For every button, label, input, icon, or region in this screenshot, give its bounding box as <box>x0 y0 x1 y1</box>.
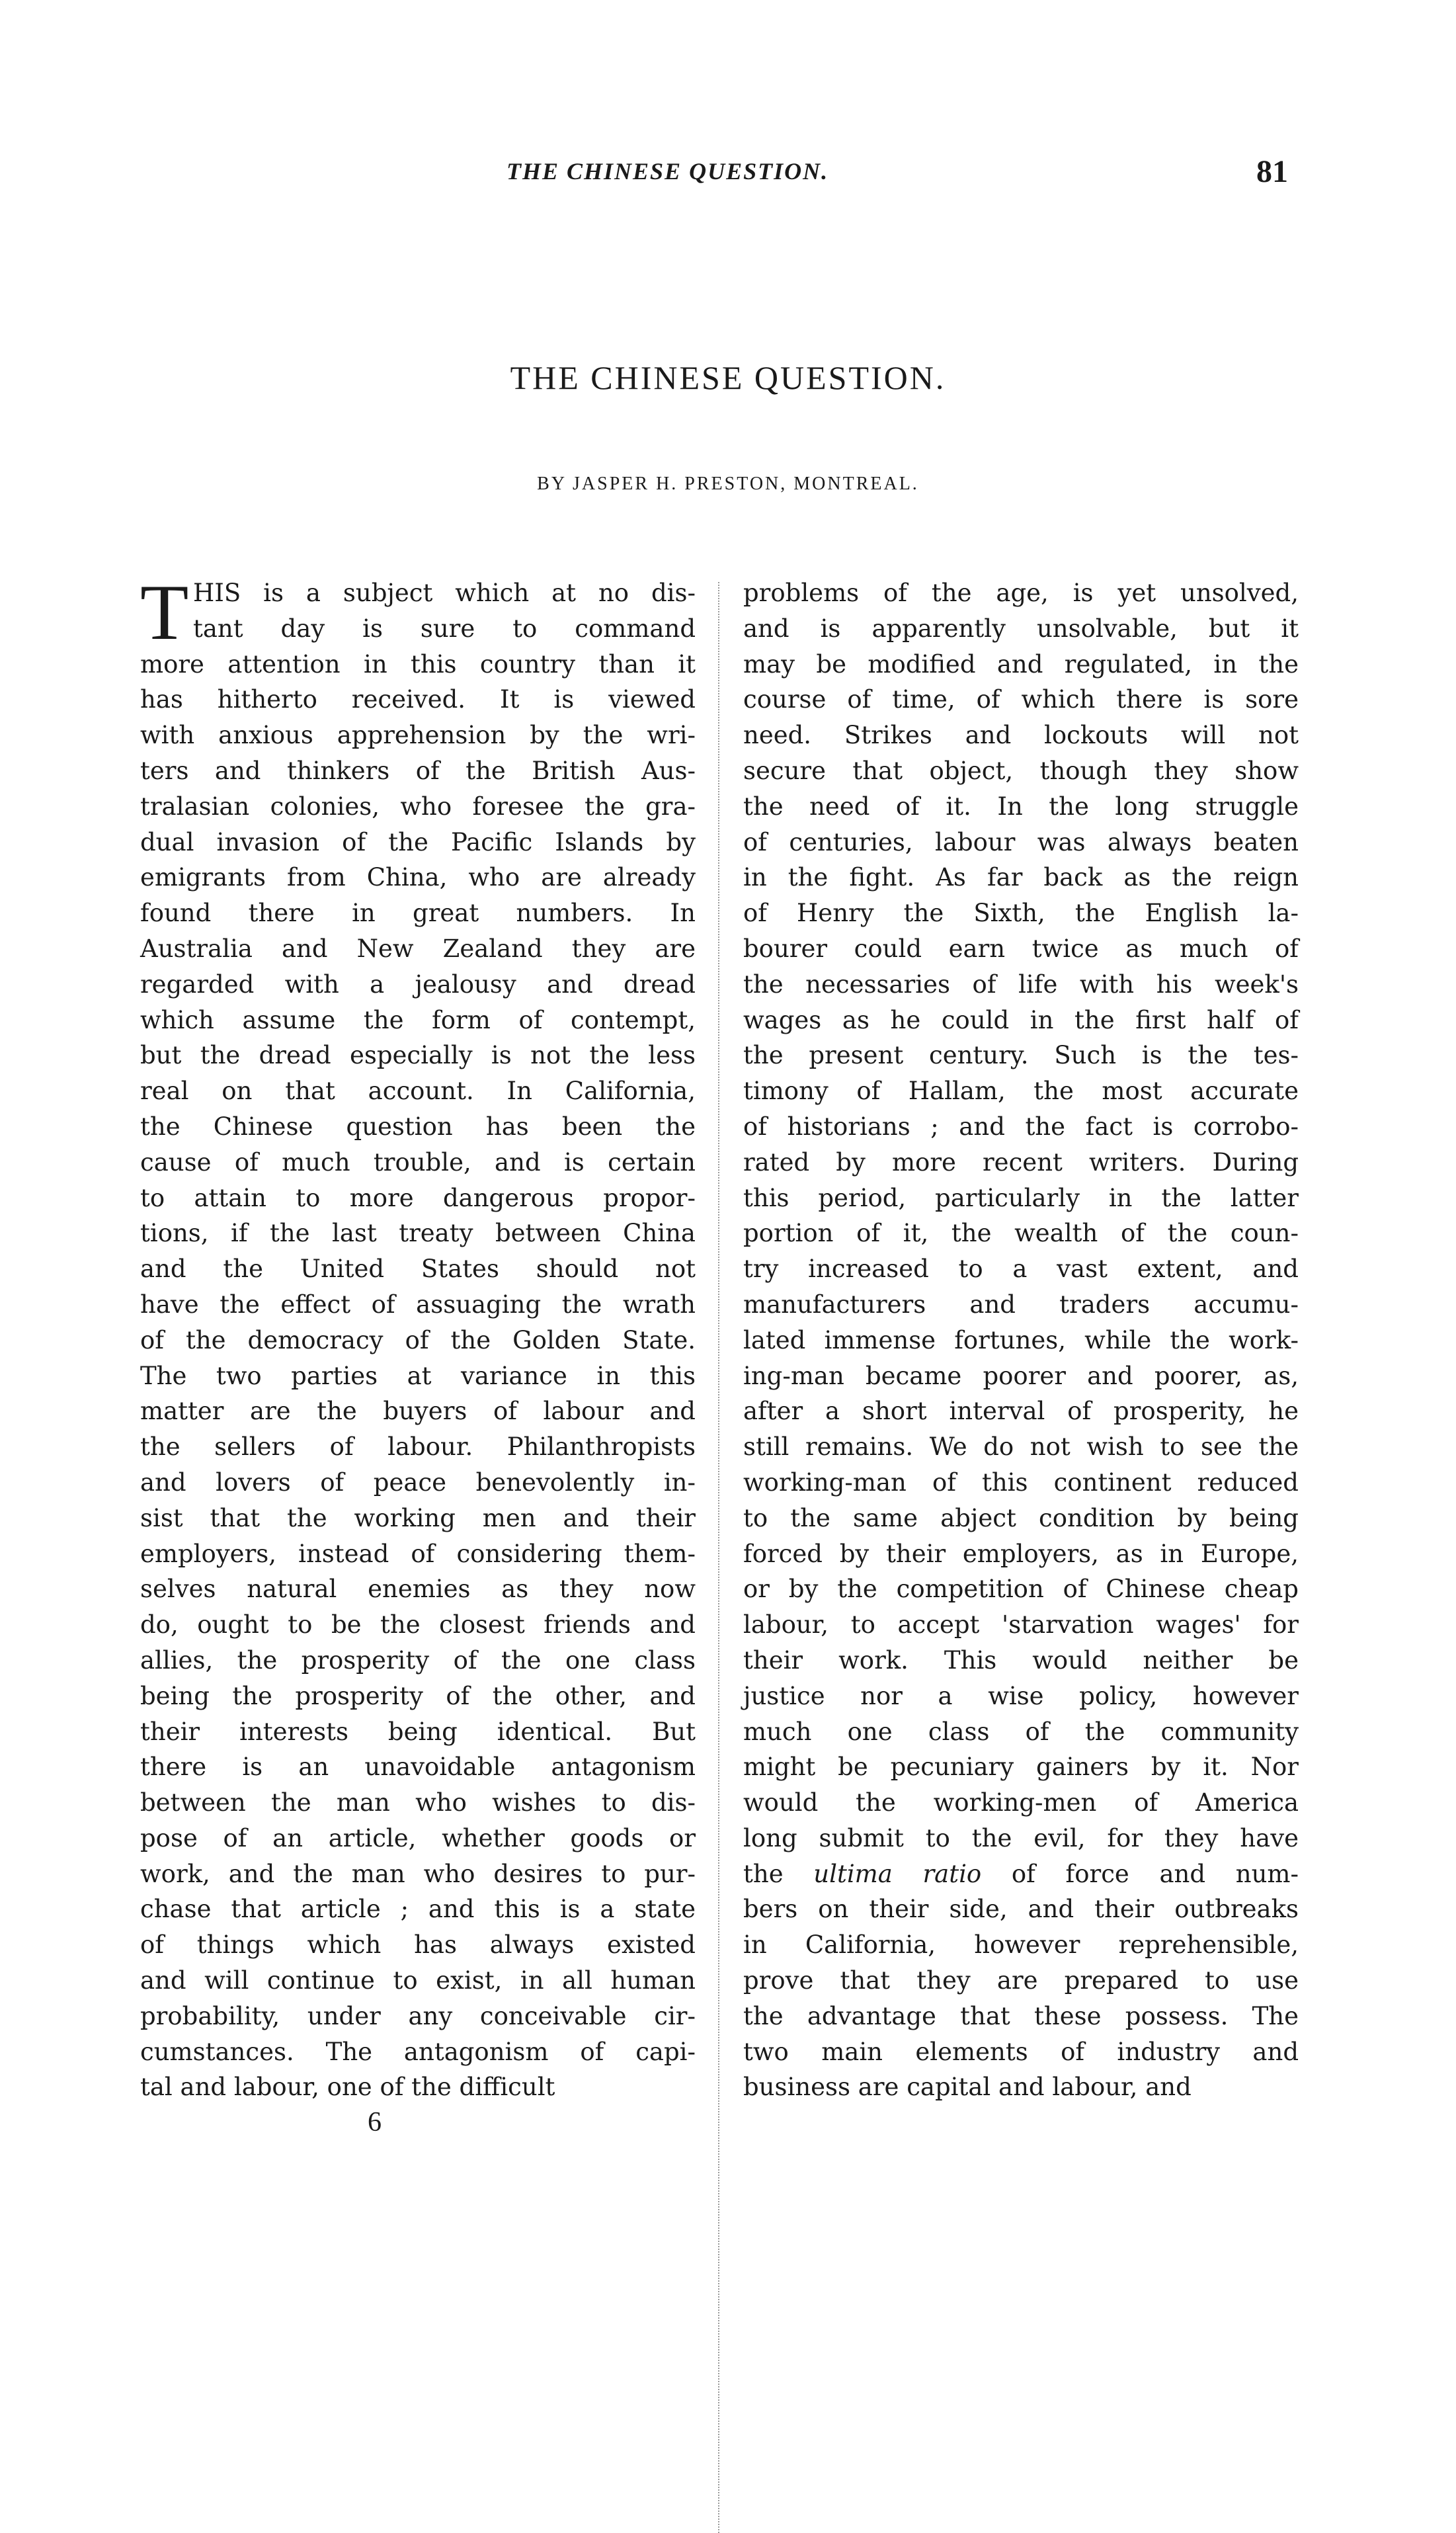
text-line: allies, the prosperity of the one class <box>140 1645 696 1675</box>
running-head-title: THE CHINESE QUESTION. <box>506 158 829 185</box>
text-line: business are capital and labour, and <box>743 2073 1192 2102</box>
text-line: and will continue to exist, in all human <box>140 1966 696 1995</box>
text-line: ters and thinkers of the British Aus- <box>140 756 696 785</box>
text-line: the need of it. In the long struggle <box>743 792 1299 821</box>
text-line: much one class of the community <box>743 1717 1299 1746</box>
text-line: emigrants from China, who are already <box>140 863 696 892</box>
text-line: real on that account. In California, <box>140 1077 696 1106</box>
text-line: of centuries, labour was always beaten <box>743 827 1299 856</box>
text-line: course of time, of which there is sore <box>743 685 1299 714</box>
text-line: in the fight. As far back as the reign <box>743 863 1299 892</box>
text-line: to attain to more dangerous propor- <box>140 1183 696 1212</box>
text-line: their interests being identical. But <box>140 1717 696 1746</box>
text-line: their work. This would neither be <box>743 1645 1299 1675</box>
article-title: THE CHINESE QUESTION. <box>510 359 946 396</box>
text-line: matter are the buyers of labour and <box>140 1397 696 1426</box>
text-line: the necessaries of life with his week's <box>743 970 1299 999</box>
text-line: try increased to a vast extent, and <box>743 1255 1299 1284</box>
text-line: wages as he could in the first half of <box>743 1005 1299 1034</box>
text-line: portion of it, the wealth of the coun- <box>743 1219 1299 1248</box>
signature-mark: 6 <box>368 2107 382 2138</box>
text-line: pose of an article, whether goods or <box>140 1823 696 1852</box>
text-line: dual invasion of the Pacific Islands by <box>140 827 696 856</box>
text-line: manufacturers and traders accumu- <box>743 1290 1299 1319</box>
text-line: which assume the form of contempt, <box>140 1005 696 1034</box>
text-line: found there in great numbers. In <box>140 899 696 928</box>
left-column <box>140 568 696 2105</box>
text-line: to the same abject condition by being <box>743 1503 1299 1532</box>
text-line: problems of the age, is yet unsolved, <box>743 579 1299 607</box>
text-line: sist that the working men and their <box>140 1503 696 1532</box>
text-line: labour, to accept 'starvation wages' for <box>743 1610 1299 1640</box>
right-column <box>743 575 1299 2105</box>
text-line: has hitherto received. It is viewed <box>140 685 696 714</box>
text-line: long submit to the evil, for they have <box>743 1823 1299 1852</box>
right-column-text <box>743 575 1299 2105</box>
text-line: working-man of this continent reduced <box>743 1468 1299 1497</box>
text-line: and lovers of peace benevolently in- <box>140 1468 696 1497</box>
italic-line-before: the <box>743 1859 814 1888</box>
text-line: lated immense fortunes, while the work- <box>743 1325 1299 1354</box>
text-line: selves natural enemies as they now <box>140 1575 696 1604</box>
text-line: do, ought to be the closest friends and <box>140 1610 696 1640</box>
text-line: bourer could earn twice as much of <box>743 934 1299 963</box>
page-number: 81 <box>1256 154 1288 189</box>
text-line: more attention in this country than it <box>140 649 696 679</box>
text-line: bers on their side, and their outbreaks <box>743 1895 1299 1924</box>
text-line: chase that article ; and this is a state <box>140 1895 696 1924</box>
text-line: would the working-men of America <box>743 1788 1299 1817</box>
text-line: forced by their employers, as in Europe, <box>743 1539 1299 1568</box>
text-line: employers, instead of considering them- <box>140 1539 696 1568</box>
text-line: after a short interval of prosperity, he <box>743 1397 1299 1426</box>
text-line: HIS is a subject which at no dis- <box>193 579 696 607</box>
text-line: or by the competition of Chinese cheap <box>743 1575 1299 1604</box>
text-line: rated by more recent writers. During <box>743 1147 1299 1177</box>
text-line: have the effect of assuaging the wrath <box>140 1290 696 1319</box>
text-line: cumstances. The antagonism of capi- <box>140 2037 696 2066</box>
text-line: timony of Hallam, the most accurate <box>743 1077 1299 1106</box>
italic-line-after: of force and num- <box>981 1859 1299 1888</box>
text-line: cause of much trouble, and is certain <box>140 1147 696 1177</box>
text-line: may be modified and regulated, in the <box>743 649 1299 679</box>
text-line: in California, however reprehensible, <box>743 1931 1299 1960</box>
italic-phrase: ultima ratio <box>813 1859 982 1888</box>
text-line: justice nor a wise policy, however <box>743 1681 1299 1710</box>
text-line: with anxious apprehension by the wri- <box>140 721 696 750</box>
left-column-text <box>140 568 696 2105</box>
text-line: of things which has always existed <box>140 1931 696 1960</box>
text-line: tant day is sure to command <box>193 614 696 643</box>
text-line: Australia and New Zealand they are <box>140 934 696 963</box>
text-line: of Henry the Sixth, the English la- <box>743 899 1299 928</box>
text-line: of historians ; and the fact is corrobo- <box>743 1112 1299 1141</box>
column-divider <box>718 582 719 2533</box>
text-line: tralasian colonies, who foresee the gra- <box>140 792 696 821</box>
text-line: tal and labour, one of the difficult <box>140 2073 555 2102</box>
text-line: still remains. We do not wish to see the <box>743 1433 1299 1462</box>
text-line: need. Strikes and lockouts will not <box>743 721 1299 750</box>
text-line: might be pecuniary gainers by it. Nor <box>743 1753 1299 1782</box>
text-line: and the United States should not <box>140 1255 696 1284</box>
drop-cap: T <box>140 568 189 656</box>
text-line: two main elements of industry and <box>743 2037 1299 2066</box>
text-line: and is apparently unsolvable, but it <box>743 614 1299 643</box>
text-line: but the dread especially is not the less <box>140 1041 696 1070</box>
text-line: the sellers of labour. Philanthropists <box>140 1433 696 1462</box>
text-line: tions, if the last treaty between China <box>140 1219 696 1248</box>
text-line <box>743 1856 1299 1892</box>
text-line: the Chinese question has been the <box>140 1112 696 1141</box>
text-line: secure that object, though they show <box>743 756 1299 785</box>
article-byline: BY JASPER H. PRESTON, MONTREAL. <box>537 474 919 494</box>
text-line: ing-man became poorer and poorer, as, <box>743 1361 1299 1390</box>
text-line: being the prosperity of the other, and <box>140 1681 696 1710</box>
text-line: The two parties at variance in this <box>140 1361 696 1390</box>
text-line: between the man who wishes to dis- <box>140 1788 696 1817</box>
text-line: there is an unavoidable antagonism <box>140 1753 696 1782</box>
text-line: this period, particularly in the latter <box>743 1183 1299 1212</box>
text-line: prove that they are prepared to use <box>743 1966 1299 1995</box>
text-line: of the democracy of the Golden State. <box>140 1325 696 1354</box>
text-line: regarded with a jealousy and dread <box>140 970 696 999</box>
text-line: the advantage that these possess. The <box>743 2001 1299 2030</box>
text-line: probability, under any conceivable cir- <box>140 2001 696 2030</box>
text-line: work, and the man who desires to pur- <box>140 1859 696 1888</box>
text-line: the present century. Such is the tes- <box>743 1041 1299 1070</box>
